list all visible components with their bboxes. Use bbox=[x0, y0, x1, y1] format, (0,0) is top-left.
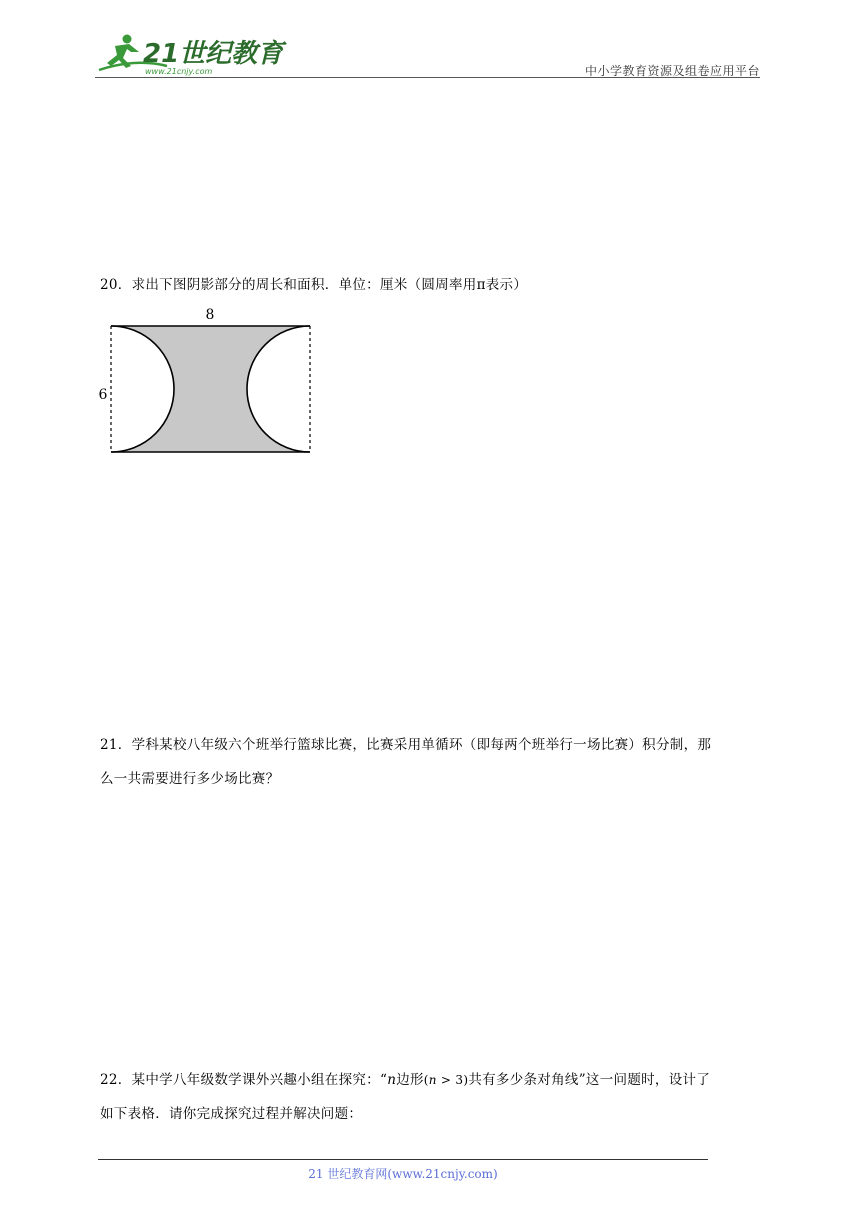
question-20-text: 20．求出下图阴影部分的周长和面积．单位：厘米（圆周率用π表示） bbox=[100, 277, 528, 293]
condition-rest: > 3) bbox=[436, 1073, 469, 1087]
svg-text:www.21cnjy.com: www.21cnjy.com bbox=[145, 67, 213, 76]
footer-divider bbox=[98, 1159, 708, 1160]
question-22-line-2: 如下表格．请你完成探究过程并解决问题： bbox=[100, 1106, 363, 1122]
shaded-rectangle-diagram bbox=[92, 302, 322, 462]
question-21-line-2: 么一共需要进行多少场比赛？ bbox=[100, 771, 280, 787]
header-divider bbox=[95, 77, 760, 78]
question-22-line-1 bbox=[100, 1063, 768, 1097]
label-width: 8 bbox=[205, 307, 215, 323]
question-20 bbox=[100, 268, 768, 302]
var-n: n bbox=[387, 1072, 397, 1088]
condition bbox=[424, 1073, 469, 1087]
question-22-text-a: 22．某中学八年级数学课外兴趣小组在探究：“ bbox=[100, 1072, 388, 1088]
question-21 bbox=[100, 728, 768, 796]
site-name: 中小学教育资源及组卷应用平台 bbox=[584, 64, 760, 78]
question-20-figure bbox=[92, 302, 322, 462]
question-22 bbox=[100, 1063, 768, 1131]
question-22-text-b: 边形 bbox=[396, 1072, 424, 1088]
footer-text[interactable]: 21 世纪教育网(www.21cnjy.com) bbox=[308, 1167, 498, 1181]
logo-graphic bbox=[95, 30, 284, 76]
condition-n: n bbox=[428, 1073, 437, 1087]
page-header bbox=[95, 28, 760, 80]
question-22-text-c: 共有多少条对角线”这一问题时，设计了 bbox=[468, 1072, 711, 1088]
label-height: 6 bbox=[98, 387, 108, 403]
shaded-region bbox=[111, 326, 310, 452]
question-21-line-1: 21．学科某校八年级六个班举行篮球比赛，比赛采用单循环（即每两个班举行一场比赛）积分制，那 bbox=[100, 737, 712, 753]
site-logo bbox=[95, 30, 284, 76]
svg-text:21世纪教育: 21世纪教育 bbox=[143, 39, 284, 69]
condition-open: ( bbox=[423, 1073, 429, 1087]
